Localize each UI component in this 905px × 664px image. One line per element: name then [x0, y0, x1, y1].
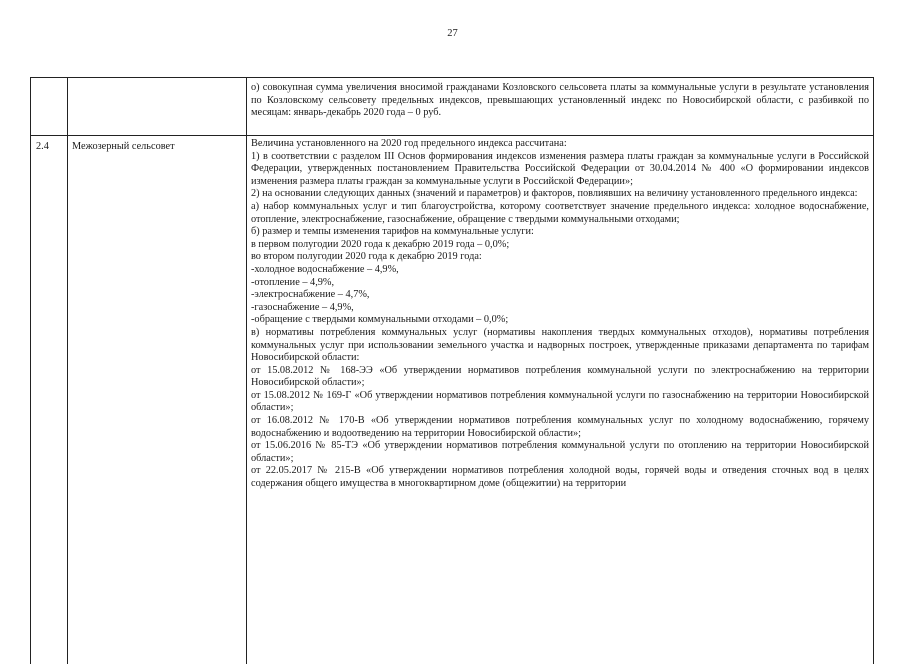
paragraph: от 16.08.2012 № 170-В «Об утверждении нормативов потребления коммунальных услуг по холодному водоснабжению, горячему водоснабжению и водоотведению на территории Новосибирской области»;	[251, 415, 869, 440]
row-number-cell	[31, 78, 68, 136]
table-row	[31, 136, 874, 664]
paragraph: от 22.05.2017 № 215-В «Об утверждении нормативов потребления холодной воды, горячей воды и отведения сточных вод в целях содержания общего имущества в многоквартирном доме (общежитии) на территории	[251, 465, 869, 490]
paragraph: 2) на основании следующих данных (значений и параметров) и факторов, повлиявших на величину установленного предельного индекса:	[251, 188, 869, 201]
description-cell	[247, 136, 874, 664]
description-cell	[247, 78, 874, 136]
paragraph: во втором полугодии 2020 года к декабрю 2019 года:	[251, 251, 869, 264]
paragraph: -холодное водоснабжение – 4,9%,	[251, 264, 869, 277]
paragraph: в первом полугодии 2020 года к декабрю 2019 года – 0,0%;	[251, 239, 869, 252]
row-number-cell: 2.4	[31, 136, 68, 664]
settlement-name-cell	[68, 78, 247, 136]
document-table	[30, 77, 874, 664]
paragraph: в) нормативы потребления коммунальных услуг (нормативы накопления твердых коммунальных отходов), нормативы потребления коммунальных услуг при использовании земельного участка и надворных построек, утвержденные приказами департамента по тарифам Новосибирской области:	[251, 327, 869, 365]
paragraph: Величина установленного на 2020 год предельного индекса рассчитана:	[251, 138, 869, 151]
table-row	[31, 78, 874, 136]
paragraph: от 15.08.2012 № 168-ЭЭ «Об утверждении нормативов потребления коммунальной услуги по электроснабжению на территории Новосибирской области»;	[251, 365, 869, 390]
paragraph: б) размер и темпы изменения тарифов на коммунальные услуги:	[251, 226, 869, 239]
paragraph: о) совокупная сумма увеличения вносимой гражданами Козловского сельсовета платы за коммунальные услуги в результате установления по Козловскому сельсовету предельных индексов, превышающих установленный индекс по Новосибирской области, с разбивкой по месяцам: январь-декабрь 2020 года – 0 руб.	[251, 82, 869, 120]
paragraph: -газоснабжение – 4,9%,	[251, 302, 869, 315]
paragraph: -обращение с твердыми коммунальными отходами – 0,0%;	[251, 314, 869, 327]
settlement-name-cell: Межозерный сельсовет	[68, 136, 247, 664]
paragraph: от 15.06.2016 № 85-ТЭ «Об утверждении нормативов потребления коммунальной услуги по отоплению на территории Новосибирской области»;	[251, 440, 869, 465]
paragraph: -отопление – 4,9%,	[251, 277, 869, 290]
paragraph: 1) в соответствии с разделом III Основ формирования индексов изменения размера платы граждан за коммунальные услуги в Российской Федерации, утвержденных постановлением Правительства Российской Федерации от 30.04.2014 № 400 «О формировании индексов изменения размера платы граждан за коммунальные услуги в Российской Федерации»;	[251, 151, 869, 189]
page-number: 27	[0, 28, 905, 39]
paragraph: от 15.08.2012 № 169-Г «Об утверждении нормативов потребления коммунальной услуги по газоснабжению на территории Новосибирской области»;	[251, 390, 869, 415]
paragraph: а) набор коммунальных услуг и тип благоустройства, которому соответствует значение предельного индекса: холодное водоснабжение, отопление, электроснабжение, газоснабжение, обращение с твердыми коммунальными отходами;	[251, 201, 869, 226]
paragraph: -электроснабжение – 4,7%,	[251, 289, 869, 302]
